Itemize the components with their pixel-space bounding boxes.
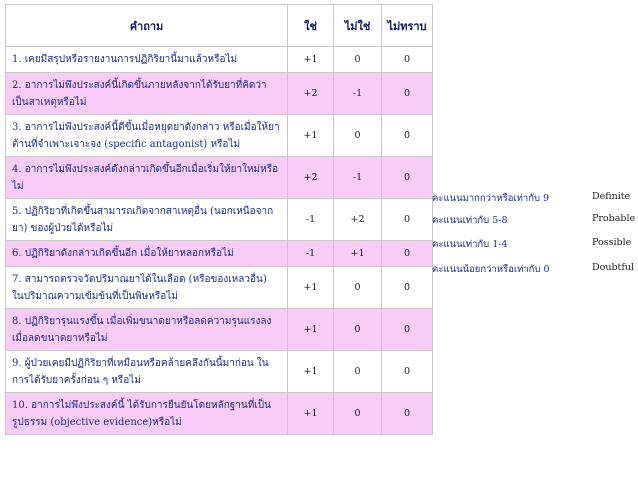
unknown-score-cell: 0 [382,73,433,115]
legend-category: Possible [592,237,632,248]
no-score-cell: 0 [334,47,382,73]
header-question: คำถาม [6,5,288,47]
legend-score-range: คะแนนน้อยกว่าหรือเท่ากับ 0 [432,264,550,275]
legend-category: Doubtful [592,262,635,273]
unknown-score-cell: 0 [382,393,433,435]
question-cell: 2. อาการไม่พึงประสงค์นี้เกิดขึ้นภายหลังจากได้รับยาที่คิดว่าเป็นสาเหตุหรือไม่ [6,73,288,115]
yes-score-cell: +1 [288,115,334,157]
unknown-score-cell: 0 [382,47,433,73]
table-row [6,115,433,157]
question-cell: 8. ปฏิกิริยารุนแรงขึ้น เมื่อเพิ่มขนาดยาหรือลดความรุนแรงลงเมื่อลดขนาดยาหรือไม่ [6,309,288,351]
no-score-cell: 0 [334,393,382,435]
table-row [6,241,433,267]
table-header-row [6,5,433,47]
no-score-cell: -1 [334,73,382,115]
question-cell: 1. เคยมีสรุปหรือรายงานการปฏิกิริยานี้มาแล้วหรือไม่ [6,47,288,73]
no-score-cell: -1 [334,157,382,199]
table-row [6,157,433,199]
unknown-score-cell: 0 [382,157,433,199]
header-no: ไม่ใช่ [334,5,382,47]
question-cell: 7. สามารถตรวจวัดปริมาณยาได้ในเลือด (หรือของเหลวอื่น) ในปริมาณความเข้มข้นที่เป็นพิษหรือไม่ [6,267,288,309]
yes-score-cell: -1 [288,199,334,241]
question-cell: 6. ปฏิกิริยาดังกล่าวเกิดขึ้นอีก เมื่อให้ยาหลอกหรือไม่ [6,241,288,267]
unknown-score-cell: 0 [382,199,433,241]
yes-score-cell: +1 [288,309,334,351]
question-cell: 10. อาการไม่พึงประสงค์นี้ ได้รับการยืนยันโดยหลักฐานที่เป็นรูปธรรม (objective evidence)หรือไม่ [6,393,288,435]
no-score-cell: 0 [334,267,382,309]
legend-category: Definite [592,191,631,202]
header-unknown: ไม่ทราบ [382,5,433,47]
unknown-score-cell: 0 [382,309,433,351]
yes-score-cell: +2 [288,157,334,199]
naranjo-table [5,4,432,435]
table-row [6,393,433,435]
yes-score-cell: +1 [288,267,334,309]
yes-score-cell: +1 [288,47,334,73]
legend-score-range: คะแนนเท่ากับ 1-4 [432,239,508,250]
unknown-score-cell: 0 [382,351,433,393]
no-score-cell: 0 [334,309,382,351]
table-row [6,47,433,73]
yes-score-cell: -1 [288,241,334,267]
table-row [6,309,433,351]
question-cell: 5. ปฏิกิริยาที่เกิดขึ้นสามารถเกิดจากสาเหตุอื่น (นอกเหนือจากยา) ของผู้ป่วยได้หรือไม่ [6,199,288,241]
yes-score-cell: +1 [288,351,334,393]
question-cell: 9. ผู้ป่วยเคยมีปฏิกิริยาที่เหมือนหรือคล้ายคลึงกันนี้มาก่อน ในการได้รับยาครั้งก่อน ๆ หรือไม่ [6,351,288,393]
table-row [6,351,433,393]
no-score-cell: 0 [334,115,382,157]
question-cell: 4. อาการไม่พึงประสงค์ดังกล่าวเกิดขึ้นอีกเมื่อเริ่มให้ยาใหม่หรือไม่ [6,157,288,199]
no-score-cell: +1 [334,241,382,267]
unknown-score-cell: 0 [382,241,433,267]
unknown-score-cell: 0 [382,115,433,157]
no-score-cell: 0 [334,351,382,393]
table-row [6,199,433,241]
question-cell: 3. อาการไม่พึงประสงค์นี้ดีขึ้นเมื่อหยุดยาดังกล่าว หรือเมื่อให้ยาต้านที่จำเพาะเจาะจง (specific antagonist) หรือไม่ [6,115,288,157]
yes-score-cell: +2 [288,73,334,115]
header-yes: ใช่ [288,5,334,47]
legend-score-range: คะแนนมากกว่าหรือเท่ากับ 9 [432,193,550,204]
yes-score-cell: +1 [288,393,334,435]
no-score-cell: +2 [334,199,382,241]
table-row [6,267,433,309]
legend-score-range: คะแนนเท่ากับ 5-8 [432,215,508,226]
unknown-score-cell: 0 [382,267,433,309]
table-row [6,73,433,115]
legend-category: Probable [592,213,636,224]
